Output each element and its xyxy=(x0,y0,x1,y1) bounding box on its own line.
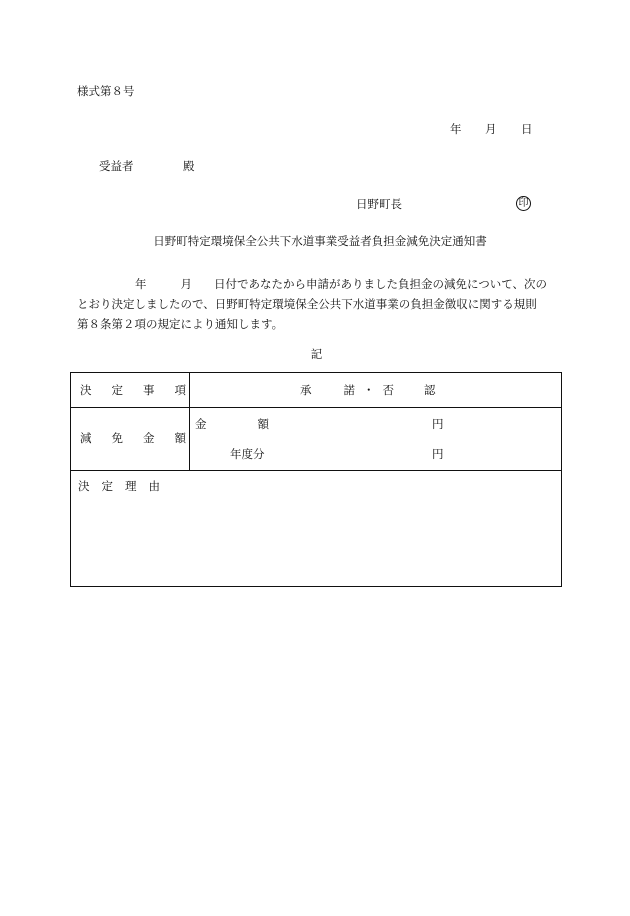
decision-reason-label xyxy=(78,481,160,493)
amount-label-char: 金 xyxy=(195,417,207,431)
body-line-2: とおり決定しましたので、日野町特定環境保全公共下水道事業の負担金徴収に関する規則 xyxy=(77,297,537,311)
label-char: 由 xyxy=(148,479,160,493)
label-char: 定 xyxy=(111,383,123,397)
recipient-honorific: 殿 xyxy=(183,159,195,173)
body-line-3: 第８条第２項の規定により通知します。 xyxy=(77,317,284,331)
date-year-label: 年 xyxy=(450,122,462,136)
amount-unit: 円 xyxy=(432,417,444,431)
status-char: 否 xyxy=(382,383,394,397)
ki-heading: 記 xyxy=(310,347,323,361)
seal-mark: 印 xyxy=(516,196,531,211)
form-number: 様式第８号 xyxy=(77,84,135,98)
label-char: 額 xyxy=(174,431,186,445)
label-char: 項 xyxy=(174,383,186,397)
body-month-label: 月 xyxy=(180,277,192,291)
label-char: 減 xyxy=(80,431,92,445)
label-char: 理 xyxy=(125,479,137,493)
label-char: 決 xyxy=(80,383,92,397)
amount-label-char: 額 xyxy=(257,417,269,431)
label-char: 決 xyxy=(78,479,90,493)
approval-status xyxy=(300,385,436,397)
body-year-label: 年 xyxy=(135,277,147,291)
reduction-amount-label xyxy=(80,433,186,445)
notice-body xyxy=(77,274,563,334)
status-char: ・ xyxy=(363,383,375,397)
body-line-1-text: 日付であなたから申請がありました負担金の減免について、次の xyxy=(214,277,548,291)
label-char: 免 xyxy=(111,431,123,445)
fiscal-year-unit: 円 xyxy=(432,447,444,461)
date-month-label: 月 xyxy=(485,122,497,136)
date-day-label: 日 xyxy=(521,122,533,136)
label-char: 定 xyxy=(101,479,113,493)
issuer-name: 日野町長 xyxy=(356,197,402,211)
label-char: 事 xyxy=(143,383,155,397)
decision-table xyxy=(70,372,562,587)
status-char: 認 xyxy=(424,383,436,397)
status-char: 承 xyxy=(300,383,312,397)
decision-item-label xyxy=(80,385,186,397)
status-char: 諾 xyxy=(343,383,355,397)
amount-label xyxy=(195,419,269,431)
document-title: 日野町特定環境保全公共下水道事業受益者負担金減免決定通知書 xyxy=(153,234,487,248)
label-char: 金 xyxy=(143,431,155,445)
body-line-1 xyxy=(77,274,563,294)
table-column-divider xyxy=(189,373,190,470)
fiscal-year-label: 年度分 xyxy=(230,447,265,461)
recipient-label: 受益者 xyxy=(99,159,134,173)
table-row-divider-2 xyxy=(71,470,561,471)
table-row-divider-1 xyxy=(71,407,561,408)
